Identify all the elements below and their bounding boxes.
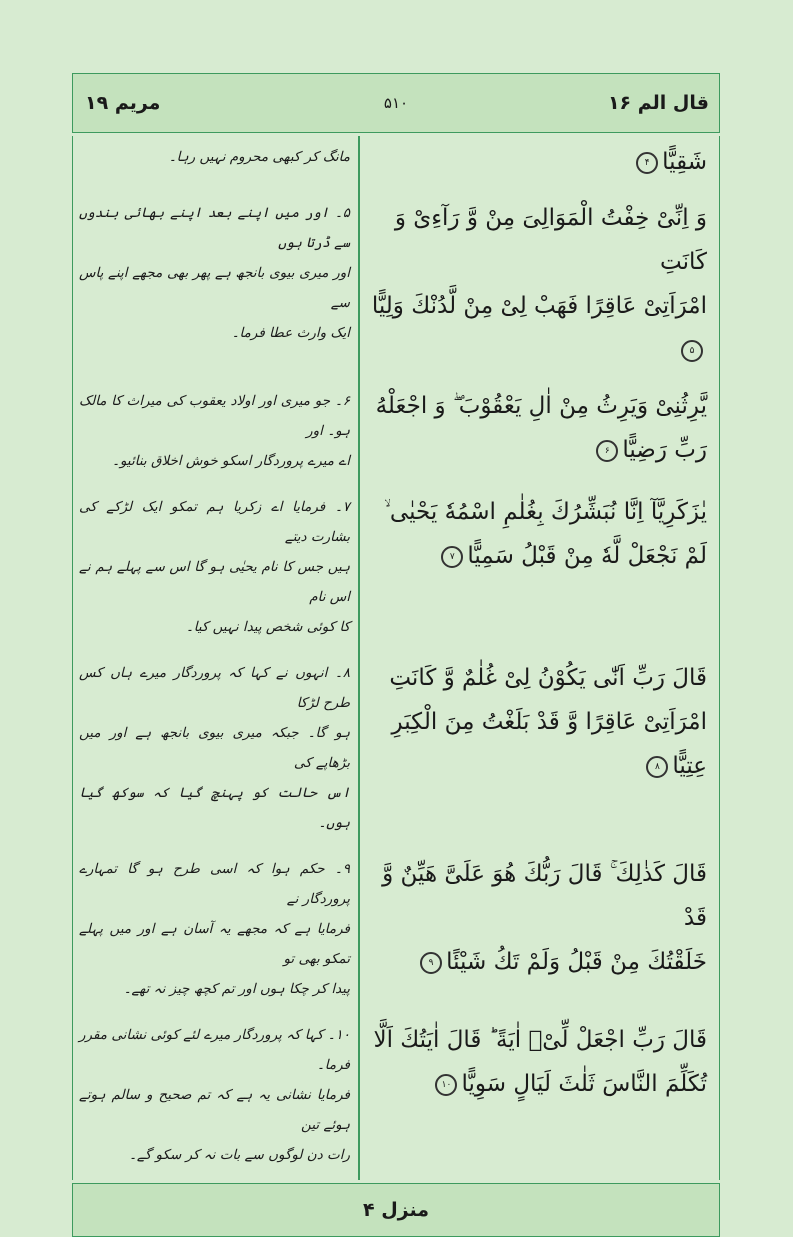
urdu-line: ہو گا۔ جبکہ میری بیوی بانجھ ہے اور میں بڑھاپے کی bbox=[79, 725, 350, 771]
arabic-line bbox=[366, 284, 707, 372]
urdu-line: مانگ کر کبھی محروم نہیں رہا۔ bbox=[168, 149, 350, 165]
verse-block bbox=[358, 136, 719, 192]
arabic-text: لَمْ نَجْعَلْ لَّهٗ مِنْ قَبْلُ سَمِیًّا bbox=[467, 543, 707, 569]
arabic-line: یٰزَكَرِیَّآ اِنَّا نُبَشِّرُكَ بِغُلٰمِ اسْمُهٗ یَحْیٰی ۙ bbox=[384, 499, 707, 525]
urdu-line: ۷۔ فرمایا اے زکریا ہم تمکو ایک لڑکے کی بشارت دیتے bbox=[79, 499, 350, 545]
arabic-text: رَبِّ رَضِیًّا bbox=[622, 437, 707, 463]
arabic-text: عِتِیًّا bbox=[672, 753, 707, 779]
urdu-line: فرمایا ہے کہ مجھے یہ آسان ہے اور میں پہلے تمکو بھی تو bbox=[79, 921, 350, 967]
urdu-line: ۵۔ اور میں اپنے بعد اپنے بھائی بندوں سے ڈرتا ہوں bbox=[79, 205, 350, 251]
translation-block bbox=[73, 486, 358, 652]
verse-end-marker-icon: ۴ bbox=[636, 152, 658, 174]
translation-block bbox=[73, 136, 358, 192]
verse-block bbox=[358, 486, 719, 652]
page bbox=[72, 73, 720, 1237]
text-frame bbox=[72, 136, 720, 1180]
verse-end-marker-icon: ۸ bbox=[646, 756, 668, 778]
urdu-line: اور میری بیوی بانجھ ہے پھر بھی مجھے اپنے پاس سے bbox=[79, 265, 350, 311]
arabic-text: تُكَلِّمَ النَّاسَ ثَلٰثَ لَیَالٍ سَوِیًّا bbox=[461, 1071, 707, 1097]
arabic-text: خَلَقْتُكَ مِنْ قَبْلُ وَلَمْ تَكُ شَیْئًا bbox=[446, 949, 707, 975]
arabic-line: وَ اِنِّیْ خِفْتُ الْمَوَالِیَ مِنْ وَّ رَآءِیْ وَ كَانَتِ bbox=[394, 205, 707, 275]
urdu-line: اے میرے پروردگار اسکو خوش اخلاق بنائیو۔ bbox=[112, 453, 350, 469]
manzil-label: منزل ۴ bbox=[362, 1199, 430, 1221]
page-header bbox=[72, 73, 720, 133]
translation-block bbox=[73, 1014, 358, 1180]
juz-label: قال الم ۱۶ bbox=[607, 92, 709, 114]
urdu-line: ۶۔ جو میری اور اولاد یعقوب کی میراث کا مالک ہو۔ اور bbox=[79, 393, 350, 439]
translation-block bbox=[73, 848, 358, 1014]
translation-block bbox=[73, 192, 358, 380]
urdu-line: فرمایا نشانی یہ ہے کہ تم صحیح و سالم ہوتے ہوئے تین bbox=[79, 1087, 350, 1133]
verse-block bbox=[358, 652, 719, 848]
arabic-line: قَالَ كَذٰلِكَ ۚ قَالَ رَبُّكَ هُوَ عَلَیَّ هَیِّنٌ وَّ قَدْ bbox=[382, 861, 707, 931]
arabic-line: قَالَ رَبِّ اجْعَلْ لِّیْۤ اٰیَةً ؕ قَالَ اٰیَتُكَ اَلَّا bbox=[373, 1027, 707, 1053]
arabic-text: شَقِیًّا bbox=[662, 149, 707, 175]
surah-label: مریم ۱۹ bbox=[85, 92, 161, 114]
arabic-text: امْرَاَتِیْ عَاقِرًا فَهَبْ لِیْ مِنْ لَّدُنْكَ وَلِیًّا bbox=[371, 293, 707, 319]
verse-block bbox=[358, 380, 719, 486]
urdu-line: ۱۰۔ کہا کہ پروردگار میرے لئے کوئی نشانی مقرر فرما۔ bbox=[79, 1027, 350, 1073]
translation-block bbox=[73, 652, 358, 848]
urdu-line: ۹۔ حکم ہوا کہ اسی طرح ہو گا تمہارے پروردگار نے bbox=[79, 861, 350, 907]
arabic-line bbox=[366, 1062, 707, 1106]
arabic-line: قَالَ رَبِّ اَنّٰی یَكُوْنُ لِیْ غُلٰمٌ وَّ كَانَتِ bbox=[389, 665, 707, 691]
verse-end-marker-icon: ۵ bbox=[681, 340, 703, 362]
urdu-line: ایک وارث عطا فرما۔ bbox=[231, 325, 350, 341]
verse-end-marker-icon: ۶ bbox=[596, 440, 618, 462]
urdu-line: رات دن لوگوں سے بات نہ کر سکو گے۔ bbox=[129, 1147, 350, 1163]
arabic-line bbox=[366, 940, 707, 984]
urdu-line: ۸۔ انہوں نے کہا کہ پروردگار میرے ہاں کس طرح لڑکا bbox=[79, 665, 350, 711]
arabic-line bbox=[366, 140, 707, 184]
verse-block bbox=[358, 848, 719, 1014]
arabic-line: امْرَاَتِیْ عَاقِرًا وَّ قَدْ بَلَغْتُ مِنَ الْكِبَرِ bbox=[391, 709, 707, 735]
verse-end-marker-icon: ۷ bbox=[441, 546, 463, 568]
page-footer bbox=[72, 1183, 720, 1237]
verse-block bbox=[358, 192, 719, 380]
verse-end-marker-icon: ۹ bbox=[420, 952, 442, 974]
urdu-line: کا کوئی شخص پیدا نہیں کیا۔ bbox=[185, 619, 350, 635]
verse-end-marker-icon: ۱۰ bbox=[435, 1074, 457, 1096]
page-number: ۵۱۰ bbox=[383, 94, 409, 112]
arabic-line bbox=[366, 744, 707, 788]
translation-block bbox=[73, 380, 358, 486]
arabic-line bbox=[366, 428, 707, 472]
arabic-line: یَّرِثُنِیْ وَیَرِثُ مِنْ اٰلِ یَعْقُوْبَ ۖ وَ اجْعَلْهُ bbox=[375, 393, 707, 419]
arabic-line bbox=[366, 534, 707, 578]
urdu-line: ہیں جس کا نام یحیٰی ہو گا اس سے پہلے ہم نے اس نام bbox=[79, 559, 350, 605]
urdu-line: اس حالت کو پہنچ گیا کہ سوکھ گیا ہوں۔ bbox=[79, 785, 350, 831]
urdu-line: پیدا کر چکا ہوں اور تم کچھ چیز نہ تھے۔ bbox=[123, 981, 350, 997]
verse-block bbox=[358, 1014, 719, 1180]
